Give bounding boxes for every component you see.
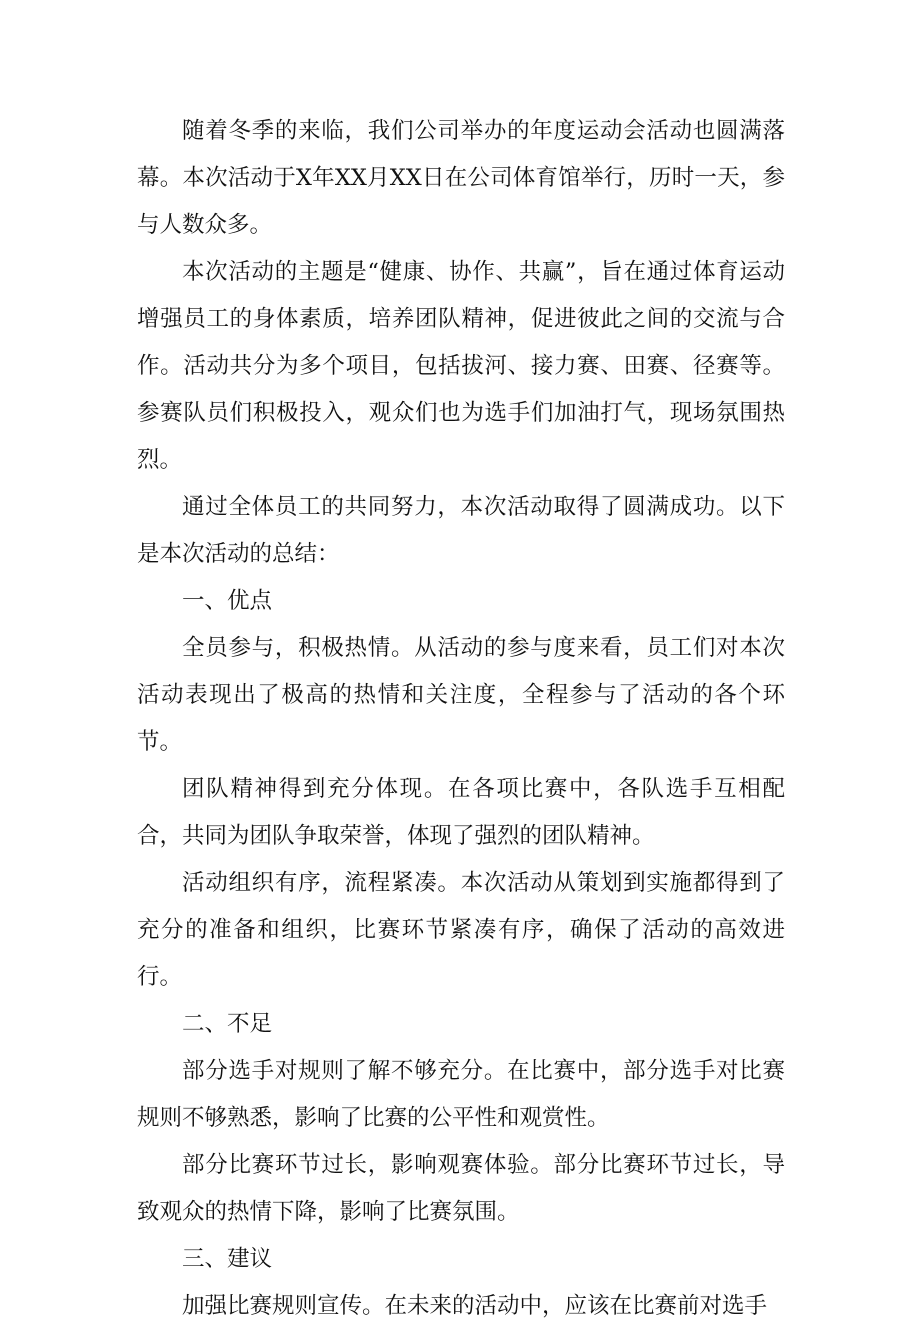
shortcoming-paragraph-rules: 部分选手对规则了解不够充分。在比赛中，部分选手对比赛规则不够熟悉，影响了比赛的公平性和观赏性。 xyxy=(137,1058,785,1131)
advantage-paragraph-teamwork: 团队精神得到充分体现。在各项比赛中，各队选手互相配合，共同为团队争取荣誉，体现了强烈的团队精神。 xyxy=(137,776,785,849)
advantage-paragraph-participation: 全员参与，积极热情。从活动的参与度来看，员工们对本次活动表现出了极高的热情和关注度，全程参与了活动的各个环节。 xyxy=(137,635,785,755)
shortcoming-paragraph-duration: 部分比赛环节过长，影响观赛体验。部分比赛环节过长，导致观众的热情下降，影响了比赛氛围。 xyxy=(137,1152,785,1225)
section-heading-advantages: 一、优点 xyxy=(182,588,273,614)
theme-paragraph: 本次活动的主题是“健康、协作、共赢”，旨在通过体育运动增强员工的身体素质，培养团队精神，促进彼此之间的交流与合作。活动共分为多个项目，包括拔河、接力赛、田赛、径赛等。参赛队员们积极投入，观众们也为选手们加油打气，现场氛围热烈。 xyxy=(137,259,785,473)
section-heading-shortcomings: 二、不足 xyxy=(182,1011,273,1037)
summary-intro-paragraph: 通过全体员工的共同努力，本次活动取得了圆满成功。以下是本次活动的总结： xyxy=(137,494,785,567)
intro-paragraph: 随着冬季的来临，我们公司举办的年度运动会活动也圆满落幕。本次活动于X年XX月XX日在公司体育馆举行，历时一天，参与人数众多。 xyxy=(137,118,785,238)
suggestion-paragraph-rules-promotion: 加强比赛规则宣传。在未来的活动中，应该在比赛前对选手 xyxy=(182,1293,768,1319)
advantage-paragraph-organization: 活动组织有序，流程紧凑。本次活动从策划到实施都得到了充分的准备和组织，比赛环节紧凑有序，确保了活动的高效进行。 xyxy=(137,870,785,990)
document-body xyxy=(137,108,785,1330)
section-heading-suggestions: 三、建议 xyxy=(182,1246,273,1272)
